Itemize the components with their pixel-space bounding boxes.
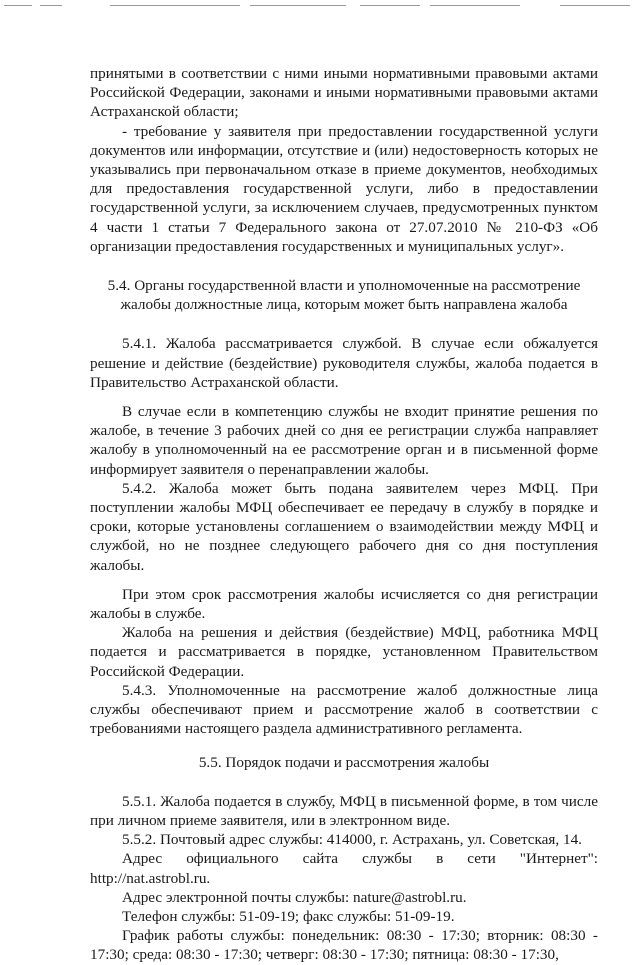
paragraph-redirect: В случае если в компетенцию службы не входит принятие решения по жалобе, в течение 3 рабочих дней со дня ее регистрации служба направляет жалобу в уполномоченный на ее рассмотрение орган и в письменной форме информирует заявителя о перенаправлении жалобы. bbox=[90, 403, 598, 478]
section-heading-5-4: 5.4. Органы государственной власти и уполномоченные на рассмотрение жалобы должностные лица, которым может быть направлена жалоба bbox=[107, 277, 581, 314]
paragraph-mfc-complaint: Жалоба на решения и действия (бездействие) МФЦ, работника МФЦ подается и рассматривается в порядке, установленном Правительством Российской Федерации. bbox=[90, 624, 598, 680]
paragraph-requirement-item: - требование у заявителя при предоставлении государственной услуги документов или информации, отсутствие и (или) недостоверность которых не указывались при первоначальном отказе в приеме документов, необходимых для предоставления государственной услуги, либо в предоставлении государственной услуги, за исключением случаев, предусмотренных пунктом 4 части 1 статьи 7 Федерального закона от 27.07.2010 № 210-ФЗ «Об организации предоставления государственных и муниципальных услуг». bbox=[90, 122, 598, 255]
paragraph-5-4-1: 5.4.1. Жалоба рассматривается службой. В случае если обжалуется решение и действие (бездействие) руководителя службы, жалоба подается в Правительство Астраханской области. bbox=[90, 335, 598, 391]
paragraph-schedule: График работы службы: понедельник: 08:30 - 17:30; вторник: 08:30 - 17:30; среда: 08:30 - 17:30; четверг: 08:30 - 17:30; пятница: 08:30 - 17:30, bbox=[90, 927, 598, 964]
document-page bbox=[90, 64, 598, 965]
paragraph-5-4-3: 5.4.3. Уполномоченные на рассмотрение жалоб должностные лица службы обеспечивают прием и рассмотрение жалоб в соответствии с требованиями настоящего раздела административного регламента. bbox=[90, 681, 598, 738]
paragraph-website: Адрес официального сайта службы в сети "Интернет": http://nat.astrobl.ru. bbox=[90, 850, 598, 887]
paragraph-5-5-1: 5.5.1. Жалоба подается в службу, МФЦ в письменной форме, в том числе при личном приеме заявителя, или в электронном виде. bbox=[90, 792, 598, 829]
paragraph-5-4-2: 5.4.2. Жалоба может быть подана заявителем через МФЦ. При поступлении жалобы МФЦ обеспечивает ее передачу в службу в порядке и сроки, которые установлены соглашением о взаимодействии между МФЦ и службой, но не позднее следующего рабочего дня со дня поступления жалобы. bbox=[90, 479, 598, 574]
scan-edge-artifact bbox=[0, 0, 640, 14]
paragraph-postal-address: 5.5.2. Почтовый адрес службы: 414000, г. Астрахань, ул. Советская, 14. bbox=[122, 831, 582, 849]
paragraph-intro-continuation: принятыми в соответствии с ними иными нормативными правовыми актами Российской Федерации, законами и иными нормативными правовыми актами Астраханской области; bbox=[90, 65, 598, 121]
paragraph-review-term: При этом срок рассмотрения жалобы исчисляется со дня регистрации жалобы в службе. bbox=[90, 585, 598, 623]
paragraph-phone: Телефон службы: 51-09-19; факс службы: 51-09-19. bbox=[122, 907, 455, 925]
section-heading-5-5: 5.5. Порядок подачи и рассмотрения жалобы bbox=[198, 753, 490, 771]
paragraph-email: Адрес электронной почты службы: nature@astrobl.ru. bbox=[122, 888, 467, 906]
